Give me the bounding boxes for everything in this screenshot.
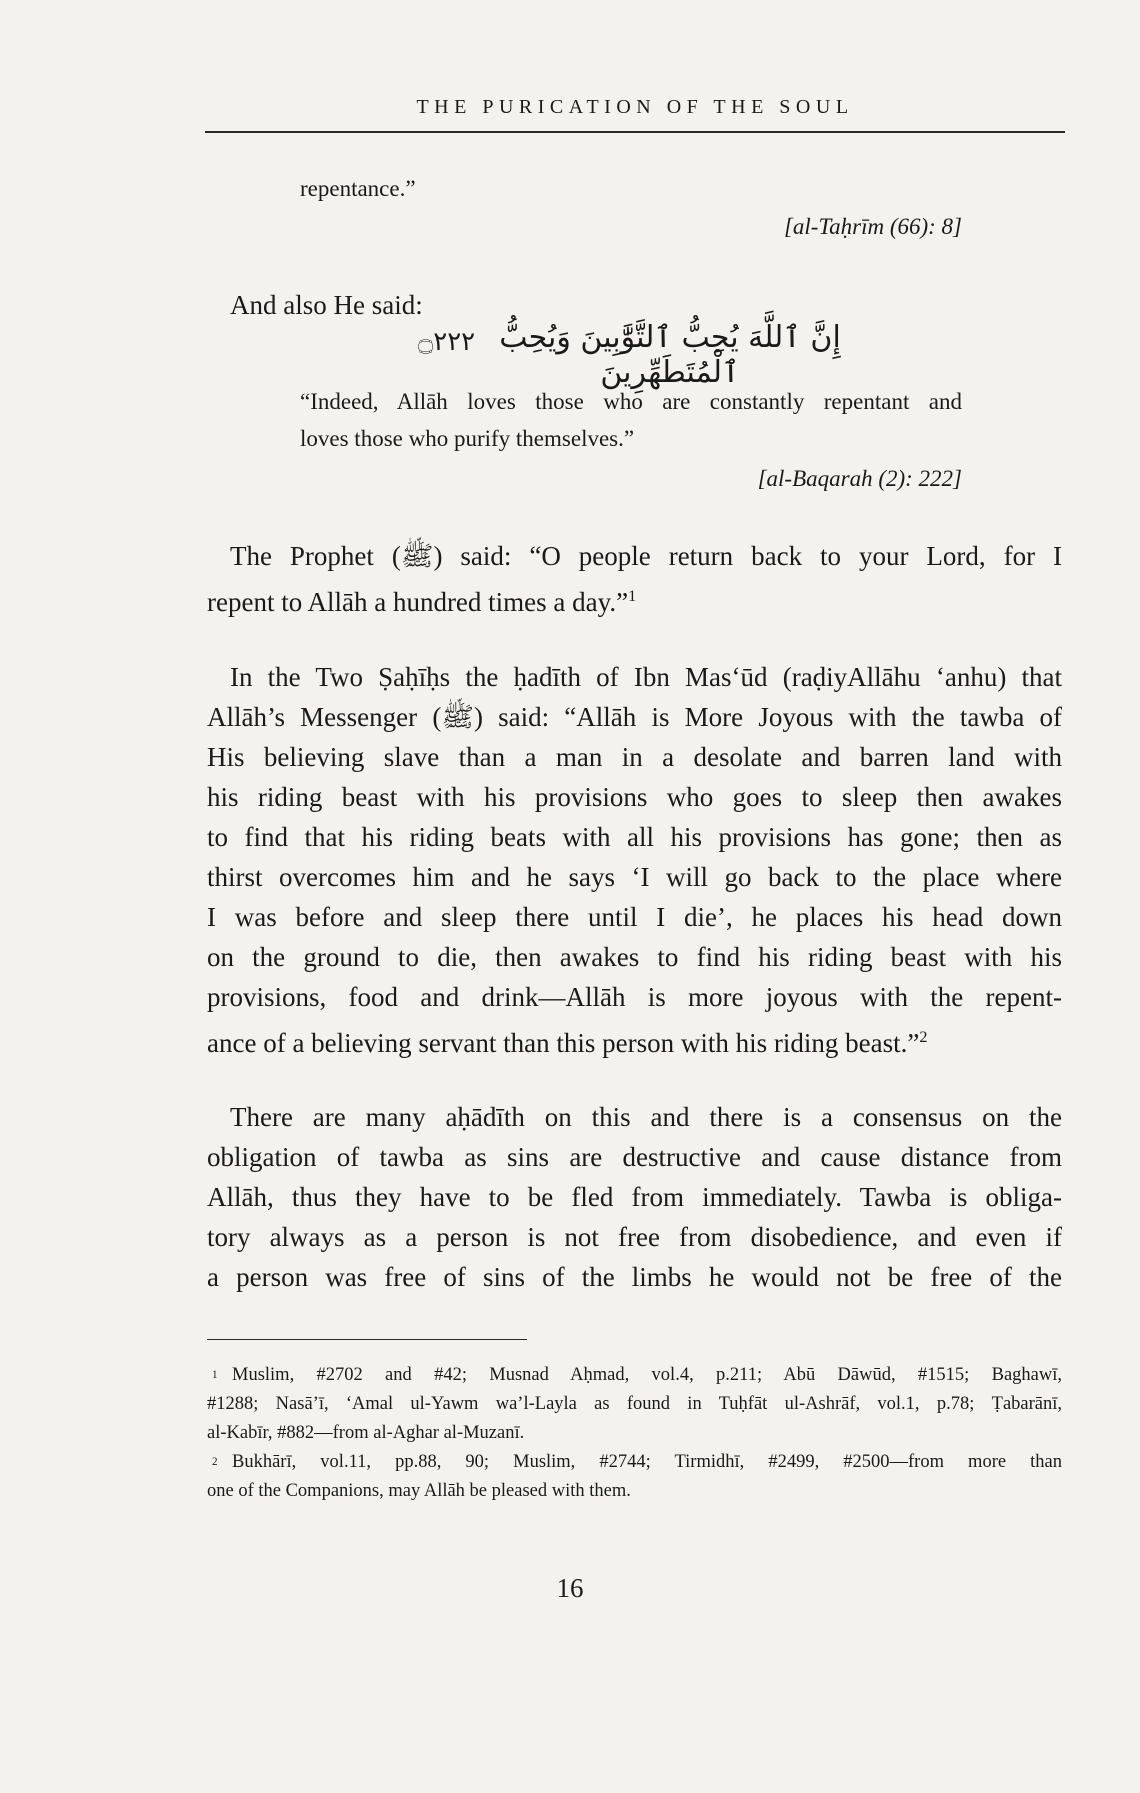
running-head: THE PURICATION OF THE SOUL bbox=[416, 96, 854, 118]
footnote-line: Muslim, #2702 and #42; Musnad Aḥmad, vol.4, p.211; Abū Dāwūd, #1515; Baghawī, bbox=[232, 1365, 1062, 1385]
footnote-line: #1288; Nasā’ī, ‘Amal ul-Yawm wa’l-Layla as found in Tuḥfāt ul-Ashrāf, vol.1, p.78; Ṭabarānī, bbox=[207, 1394, 1062, 1414]
arabic-verse-text: إِنَّ ٱللَّهَ يُحِبُّ ٱلتَّوَّٰبِينَ وَيُحِبُّ ٱلْمُتَطَهِّرِينَ bbox=[499, 320, 841, 390]
paragraph-line: a person was free of sins of the limbs he would not be free of the bbox=[207, 1262, 1062, 1292]
ayah-number-marker: ۝٢٢٢ bbox=[418, 327, 476, 357]
quote-continuation: repentance.” bbox=[300, 176, 416, 201]
paragraph-line: obligation of tawba as sins are destructive and cause distance from bbox=[207, 1142, 1062, 1172]
paragraph-line: Allāh, thus they have to be fled from immediately. Tawba is obliga- bbox=[207, 1182, 1062, 1212]
verse-translation-line: “Indeed, Allāh loves those who are constantly repentant and bbox=[300, 389, 962, 414]
intro-line: And also He said: bbox=[230, 290, 423, 320]
footnote-ref: 2 bbox=[919, 1028, 928, 1046]
paragraph-line: The Prophet (ﷺ) said: “O people return back to your Lord, for I bbox=[230, 541, 1062, 571]
footnote-line: Bukhārī, vol.11, pp.88, 90; Muslim, #2744; Tirmidhī, #2499, #2500—from more than bbox=[232, 1452, 1062, 1472]
paragraph-line: His believing slave than a man in a desolate and barren land with bbox=[207, 742, 1062, 772]
footnote-line: one of the Companions, may Allāh be pleased with them. bbox=[207, 1481, 631, 1501]
verse-reference: [al-Baqarah (2): 222] bbox=[757, 466, 962, 491]
paragraph-line bbox=[207, 1017, 927, 1063]
paragraph-text: ance of a believing servant than this person with his riding beast.” bbox=[207, 1028, 920, 1058]
paragraph-line bbox=[207, 576, 636, 622]
paragraph-line: There are many aḥādīth on this and there is a consensus on the bbox=[230, 1102, 1062, 1132]
paragraph-text: repent to Allāh a hundred times a day.” bbox=[207, 587, 629, 617]
verse-translation-line: loves those who purify themselves.” bbox=[300, 426, 635, 451]
paragraph-line: his riding beast with his provisions who goes to sleep then awakes bbox=[207, 782, 1062, 812]
quote-reference: [al-Taḥrīm (66): 8] bbox=[783, 214, 962, 239]
paragraph-line: tory always as a person is not free from disobedience, and even if bbox=[207, 1222, 1062, 1252]
paragraph-line: to find that his riding beats with all his provisions has gone; then as bbox=[207, 822, 1062, 852]
page-number: 16 bbox=[556, 1573, 584, 1603]
paragraph-line: I was before and sleep there until I die’, he places his head down bbox=[207, 902, 1062, 932]
header-rule bbox=[205, 131, 1065, 133]
paragraph-line: Allāh’s Messenger (ﷺ) said: “Allāh is More Joyous with the tawba of bbox=[207, 702, 1063, 732]
paragraph-line: thirst overcomes him and he says ‘I will go back to the place where bbox=[207, 862, 1062, 892]
footnote-number-text: 2 bbox=[212, 1456, 218, 1468]
paragraph-line: In the Two Ṣaḥīḥs the ḥadīth of Ibn Mas‘ūd (raḍiyAllāhu ‘anhu) that bbox=[230, 662, 1062, 692]
paragraph-line: on the ground to die, then awakes to find his riding beast with his bbox=[207, 942, 1062, 972]
footnote-line: al-Kabīr, #882—from al-Aghar al-Muzanī. bbox=[207, 1423, 525, 1443]
footnote-ref: 1 bbox=[628, 587, 637, 605]
paragraph-line: provisions, food and drink—Allāh is more joyous with the repent- bbox=[207, 982, 1062, 1012]
footnote-rule bbox=[207, 1339, 527, 1340]
arabic-verse bbox=[430, 320, 910, 390]
footnote-number-text: 1 bbox=[212, 1369, 218, 1381]
